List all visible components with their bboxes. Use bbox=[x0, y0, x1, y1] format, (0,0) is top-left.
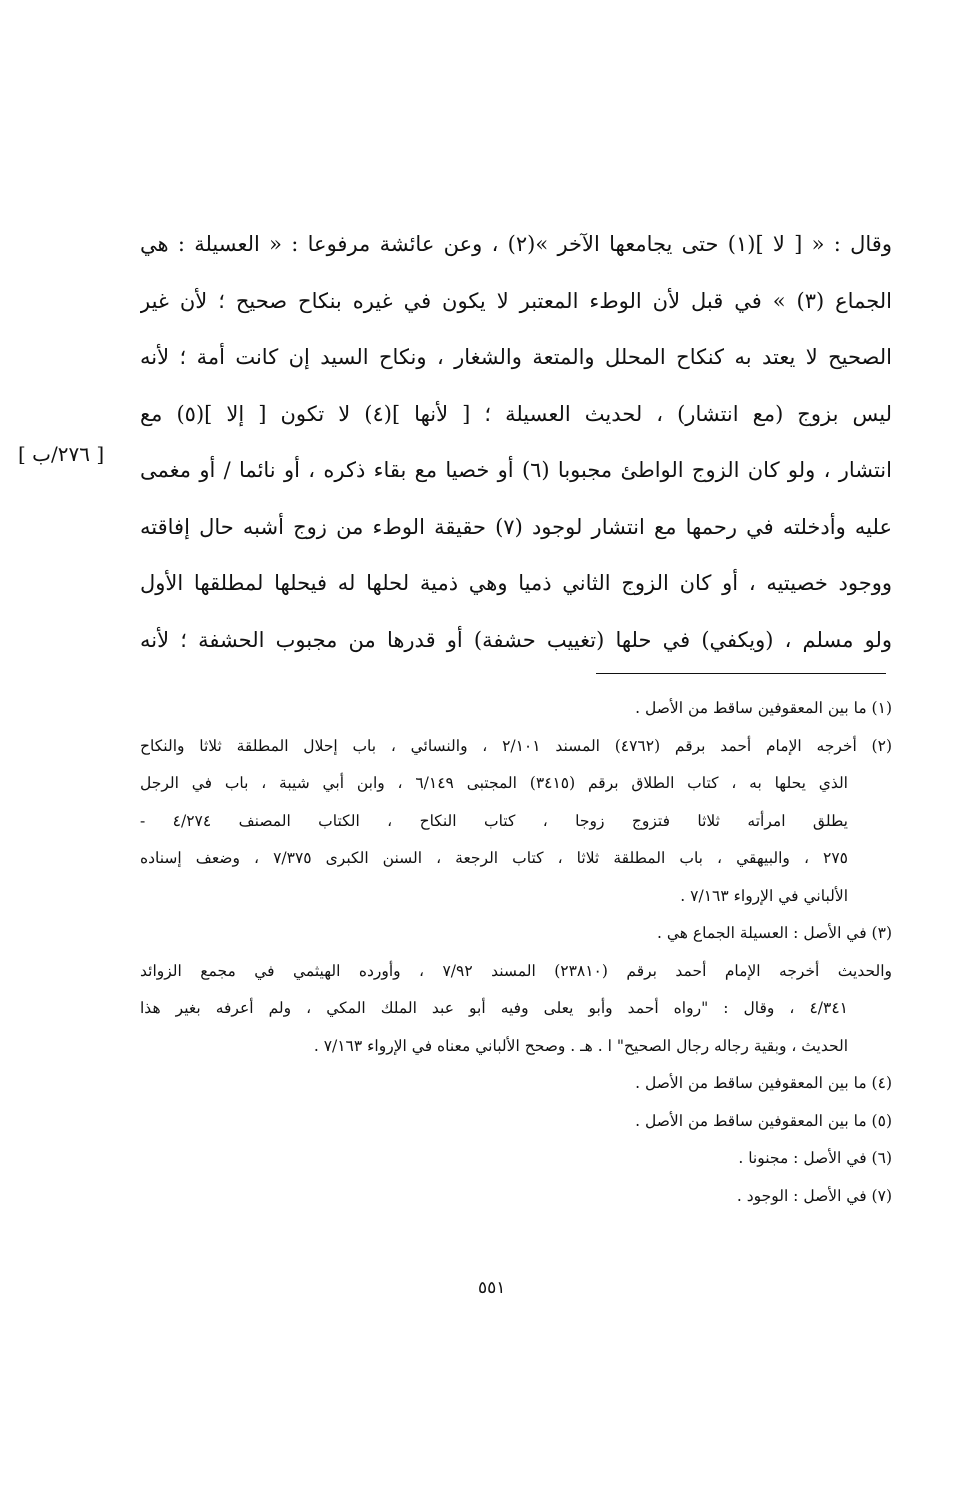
main-text-line: وقال : « [ لا ](١) حتى يجامعها الآخر »(٢) ، وعن عائشة مرفوعا : « العسيلة : هي bbox=[140, 232, 892, 256]
main-text-block bbox=[140, 216, 892, 668]
footnote-separator bbox=[596, 673, 886, 674]
footnote-line: (٤) ما بين المعقوفين ساقط من الأصل . bbox=[635, 1074, 892, 1092]
footnote-line: (٧) في الأصل : الوجود . bbox=[736, 1186, 892, 1205]
footnote-line: (٢) أخرجه الإمام أحمد برقم (٤٧٦٢) المسند ٢/١٠١ ، والنسائي ، باب إحلال المطلقة ثلاثا والنكاح bbox=[140, 736, 892, 755]
main-text-line: ووجود خصيتيه ، أو كان الزوج الثاني ذميا وهي ذمية لحلها له فيحلها لمطلقها الأول bbox=[140, 571, 892, 595]
footnote-line: (٣) في الأصل : العسيلة الجماع هي . bbox=[657, 924, 892, 942]
manuscript-folio-marker: [ ٢٧٦/ب ] bbox=[18, 442, 105, 466]
footnote-line: الحديث ، وبقية رجاله رجال الصحيح" ا . هـ . وصحح الألباني معناه في الإرواء ٧/١٦٣ . bbox=[313, 1036, 848, 1055]
main-text-line: ولو مسلم ، (ويكفي) في حلها (تغييب حشفة) أو قدرها من مجبوب الحشفة ؛ لأنه bbox=[140, 627, 892, 652]
footnote-line: ٢٧٥ ، والبيهقي ، باب المطلقة ثلاثا ، كتاب الرجعة ، السنن الكبرى ٧/٣٧٥ ، وضعف إسناده bbox=[140, 849, 848, 867]
main-text-line: انتشار ، ولو كان الزوج الواطئ مجبوبا (٦) أو خصيا مع بقاء ذكره ، أو نائما / أو مغمى bbox=[140, 458, 892, 482]
footnote-line: يطلق امرأته ثلاثا فتزوج زوجا ، كتاب النكاح ، الكتاب المصنف ٤/٢٧٤ - bbox=[140, 811, 848, 830]
main-text-line: ليس بزوج (مع انتشار) ، لحديث العسيلة ؛ [ لأنها ](٤) لا تكون [ إلا ](٥) مع bbox=[140, 401, 892, 426]
footnote-line: الألباني في الإرواء ٧/١٦٣ . bbox=[680, 886, 848, 905]
footnote-line: ٤/٣٤١ ، وقال : "رواه أحمد وأبو يعلى وفيه أبو عبد الملك المكي ، ولم أعرفه بغير هذا bbox=[140, 999, 848, 1017]
main-text-line: الصحيح لا يعتد به كنكاح المحلل والمتعة والشغار ، ونكاح السيد إن كانت أمة ؛ لأنه bbox=[140, 345, 892, 369]
footnotes-block bbox=[140, 690, 892, 1215]
page-number: ٥٥١ bbox=[478, 1278, 506, 1298]
footnote-line: والحديث أخرجه الإمام أحمد برقم (٢٣٨١٠) المسند ٧/٩٢ ، وأورده الهيثمي في مجمع الزوائد bbox=[140, 961, 892, 980]
footnote-line: (٦) في الأصل : مجنونا . bbox=[738, 1149, 892, 1167]
main-text-line: عليه وأدخلته في رحمها مع انتشار لوجود (٧) حقيقة الوطء من زوج أشبه حال إفاقته bbox=[140, 514, 892, 539]
footnote-line: (٥) ما بين المعقوفين ساقط من الأصل . bbox=[635, 1111, 892, 1130]
main-text-line: الجماع (٣) » في قبل لأن الوطء المعتبر لا يكون في غيره بنكاح صحيح ؛ لأن غير bbox=[140, 288, 892, 313]
footnote-line: الذي يحلها به ، كتاب الطلاق برقم (٣٤١٥) المجتبى ٦/١٤٩ ، وابن أبي شيبة ، باب في الرجل bbox=[140, 774, 848, 792]
footnote-line: (١) ما بين المعقوفين ساقط من الأصل . bbox=[635, 699, 892, 717]
